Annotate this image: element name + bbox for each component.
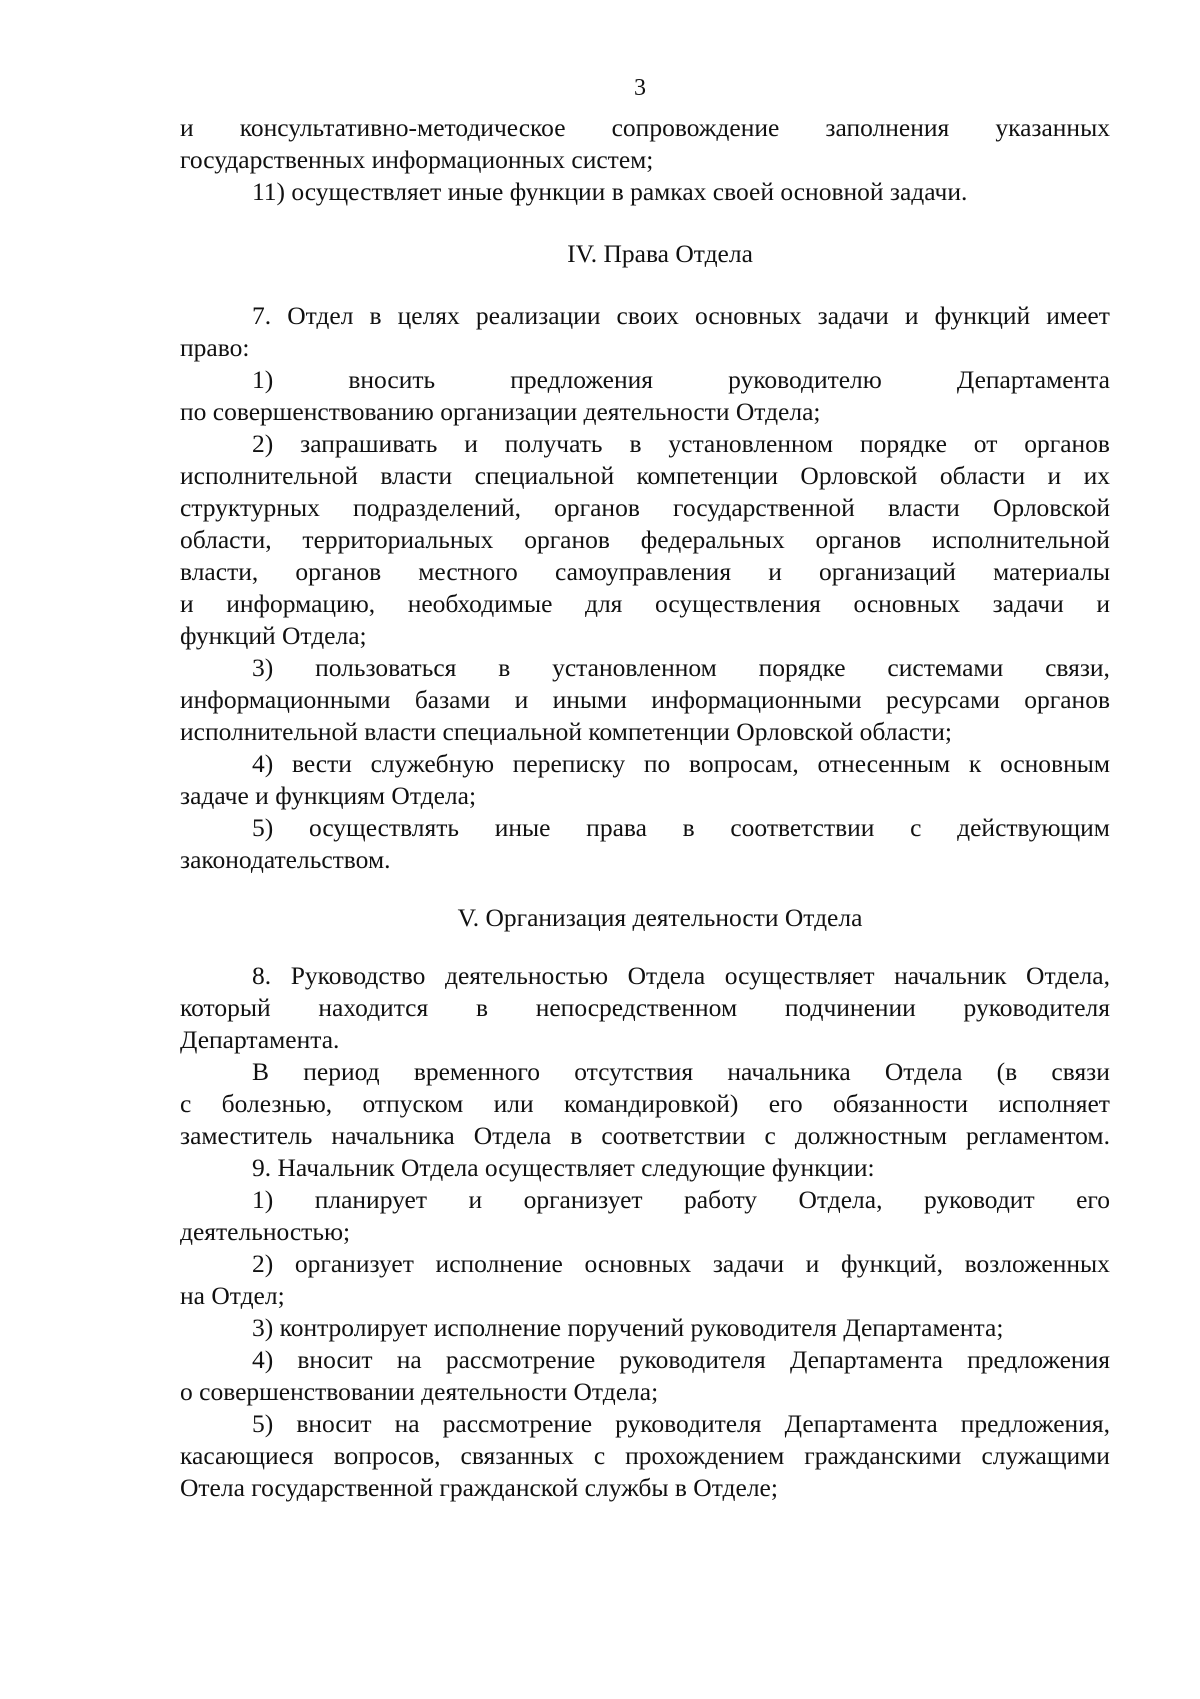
word: руководителю — [728, 365, 882, 394]
text-line: по совершенствованию организации деятельности Отдела; — [180, 397, 821, 426]
word: 1) — [252, 1185, 274, 1214]
word: с — [764, 1121, 776, 1150]
word: вопросов, — [333, 1441, 441, 1470]
text-line: исполнительной власти специальной компетенции Орловской области; — [180, 717, 952, 746]
word: власти — [887, 493, 960, 522]
word: переписку — [512, 749, 626, 778]
text-line — [180, 1184, 1110, 1216]
word: права — [586, 813, 647, 842]
word: и — [468, 1185, 483, 1214]
word: и — [1047, 461, 1062, 490]
word: задачи — [712, 1249, 784, 1278]
word: подчинении — [784, 993, 916, 1022]
word: своих — [616, 301, 679, 330]
text-line — [180, 1120, 1110, 1152]
word: или — [493, 1089, 534, 1118]
text-line — [180, 1344, 1110, 1376]
word: органов — [1024, 429, 1110, 458]
word: основных — [853, 589, 961, 618]
word: Орловской — [800, 461, 918, 490]
word: Отдел — [287, 301, 354, 330]
word: отнесенным — [817, 749, 951, 778]
text-line — [180, 1440, 1110, 1472]
word: осуществлять — [308, 813, 460, 842]
word: Отдела, — [1026, 961, 1110, 990]
word: государственной — [673, 493, 855, 522]
text-line: о совершенствовании деятельности Отдела; — [180, 1377, 659, 1406]
word: связи, — [1045, 653, 1110, 682]
word: Отдела — [627, 961, 706, 990]
word: указанных — [995, 113, 1110, 142]
word: служебную — [370, 749, 495, 778]
word: предложения — [510, 365, 654, 394]
word: и — [805, 1249, 820, 1278]
word: находится — [318, 993, 429, 1022]
word: 5) — [252, 1409, 274, 1438]
word: иные — [494, 813, 551, 842]
word: 2) — [252, 429, 274, 458]
word: власти — [380, 461, 453, 490]
word: органов — [524, 525, 610, 554]
word: с — [910, 813, 922, 842]
word: исполнительной — [932, 525, 1110, 554]
word: и — [464, 429, 478, 458]
word: командировкой) — [563, 1089, 739, 1118]
word: на — [394, 1409, 420, 1438]
word: ресурсами — [886, 685, 1000, 714]
text-line — [180, 556, 1110, 588]
word: порядке — [758, 653, 846, 682]
text-line: государственных информационных систем; — [180, 145, 654, 174]
word: 3) — [252, 653, 274, 682]
word: функций, — [840, 1249, 943, 1278]
word: рассмотрение — [445, 1345, 596, 1374]
word: реализации — [475, 301, 601, 330]
word: Департамента — [956, 365, 1110, 394]
word: его — [768, 1089, 803, 1118]
text-line — [180, 992, 1110, 1024]
word: вносит — [297, 1345, 373, 1374]
word: системами — [887, 653, 1004, 682]
text-line — [180, 364, 1110, 396]
word: исполнение — [435, 1249, 563, 1278]
word: отпуском — [362, 1089, 464, 1118]
word: соответствии — [730, 813, 875, 842]
word: 1) — [252, 365, 274, 394]
word: пользоваться — [315, 653, 457, 682]
text-line — [180, 492, 1110, 524]
word: материалы — [993, 557, 1110, 586]
word: начальника — [727, 1057, 851, 1086]
word: исполнительной — [180, 461, 358, 490]
text-line: деятельностью; — [180, 1217, 351, 1246]
word: запрашивать — [300, 429, 438, 458]
word: возложенных — [964, 1249, 1110, 1278]
document-body — [180, 112, 1110, 1504]
word: порядке — [859, 429, 947, 458]
word: временного — [413, 1057, 540, 1086]
word: основных — [694, 301, 802, 330]
word: действующим — [957, 813, 1110, 842]
word: связи — [1051, 1057, 1110, 1086]
word: и — [514, 685, 529, 714]
word: по — [643, 749, 671, 778]
text-line: 9. Начальник Отдела осуществляет следующие функции: — [252, 1153, 875, 1182]
word: заполнения — [825, 113, 950, 142]
text-line — [180, 748, 1110, 780]
word: начальника — [331, 1121, 455, 1150]
word: рассмотрение — [442, 1409, 593, 1438]
word: компетенции — [636, 461, 779, 490]
word: в — [498, 653, 511, 682]
section-heading: IV. Права Отдела — [567, 239, 753, 268]
word: и — [768, 557, 782, 586]
text-line: право: — [180, 333, 250, 362]
text-line — [180, 524, 1110, 556]
word: органов — [554, 493, 640, 522]
word: 4) — [252, 1345, 274, 1374]
text-line: на Отдел; — [180, 1281, 285, 1310]
word: в — [682, 813, 695, 842]
section-heading: V. Организация деятельности Отдела — [457, 903, 863, 932]
word: органов — [295, 557, 382, 586]
word: Департамента — [789, 1345, 943, 1374]
word: который — [180, 993, 271, 1022]
word: органов — [1024, 685, 1110, 714]
word: базами — [414, 685, 491, 714]
word: с — [180, 1089, 192, 1118]
word: получать — [504, 429, 603, 458]
word: организует — [294, 1249, 414, 1278]
word: служащими — [981, 1441, 1110, 1470]
word: 7. — [252, 301, 272, 330]
word: (в — [996, 1057, 1018, 1086]
word: основным — [999, 749, 1110, 778]
word: планирует — [314, 1185, 427, 1214]
word: прохождением — [625, 1441, 785, 1470]
word: иными — [552, 685, 627, 714]
word: вносить — [348, 365, 436, 394]
word: руководителя — [619, 1345, 766, 1374]
word: информацию, — [226, 589, 376, 618]
word: предложения, — [960, 1409, 1110, 1438]
word: задачи — [817, 301, 889, 330]
word: в — [629, 429, 642, 458]
word: руководителя — [615, 1409, 762, 1438]
word: заместитель — [180, 1121, 313, 1150]
word: основных — [584, 1249, 692, 1278]
word: Руководство — [290, 961, 426, 990]
word: установленном — [668, 429, 834, 458]
word: 5) — [252, 813, 274, 842]
word: должностным — [794, 1121, 947, 1150]
word: В — [252, 1057, 270, 1086]
text-line: задаче и функциям Отдела; — [180, 781, 477, 810]
word: в — [369, 301, 382, 330]
word: и — [180, 113, 194, 142]
text-line — [180, 1088, 1110, 1120]
word: специальной — [474, 461, 615, 490]
word: на — [396, 1345, 422, 1374]
word: связанных — [460, 1441, 574, 1470]
word: руководителя — [963, 993, 1110, 1022]
word: консультативно-методическое — [239, 113, 566, 142]
word: к — [968, 749, 982, 778]
word: информационными — [180, 685, 391, 714]
text-line: 11) осуществляет иные функции в рамках своей основной задачи. — [252, 177, 968, 206]
word: отсутствия — [574, 1057, 694, 1086]
word: Орловской — [992, 493, 1110, 522]
word: непосредственном — [535, 993, 738, 1022]
word: вести — [291, 749, 352, 778]
word: предложения — [967, 1345, 1110, 1374]
word: регламентом. — [965, 1121, 1110, 1150]
text-line — [180, 960, 1110, 992]
word: подразделений, — [353, 493, 521, 522]
word: функций — [934, 301, 1031, 330]
text-line: законодательством. — [180, 845, 391, 874]
word: области — [939, 461, 1026, 490]
text-line — [180, 1408, 1110, 1440]
word: и — [1096, 589, 1110, 618]
word: исполняет — [998, 1089, 1110, 1118]
word: территориальных — [302, 525, 494, 554]
text-line: функций Отдела; — [180, 621, 367, 650]
word: Отдела, — [798, 1185, 883, 1214]
word: их — [1083, 461, 1110, 490]
word: соответствии — [601, 1121, 746, 1150]
word: от — [973, 429, 998, 458]
text-line — [180, 1056, 1110, 1088]
text-line — [180, 300, 1110, 332]
word: Отдела — [473, 1121, 552, 1150]
word: для — [584, 589, 623, 618]
word: самоуправления — [554, 557, 732, 586]
word: гражданскими — [804, 1441, 962, 1470]
text-line: Департамента. — [180, 1025, 340, 1054]
text-line — [180, 112, 1110, 144]
word: необходимые — [407, 589, 553, 618]
word: и — [180, 589, 194, 618]
word: период — [303, 1057, 380, 1086]
word: 8. — [252, 961, 272, 990]
word: его — [1076, 1185, 1110, 1214]
text-line — [180, 588, 1110, 620]
text-line — [180, 684, 1110, 716]
word: имеет — [1046, 301, 1110, 330]
text-line: Отела государственной гражданской службы в Отделе; — [180, 1473, 778, 1502]
word: деятельностью — [445, 961, 609, 990]
word: местного — [418, 557, 518, 586]
word: руководит — [923, 1185, 1035, 1214]
text-line: 3) контролирует исполнение поручений руководителя Департамента; — [252, 1313, 1004, 1342]
word: Отдела — [884, 1057, 963, 1086]
word: начальник — [894, 961, 1007, 990]
word: области, — [180, 525, 272, 554]
text-line — [180, 460, 1110, 492]
text-line — [180, 1248, 1110, 1280]
word: федеральных — [640, 525, 785, 554]
word: и — [904, 301, 919, 330]
page-number: 3 — [634, 75, 646, 101]
word: сопровождение — [611, 113, 780, 142]
word: структурных — [180, 493, 320, 522]
word: болезнью, — [221, 1089, 333, 1118]
word: работу — [684, 1185, 758, 1214]
word: власти, — [180, 557, 259, 586]
text-line — [180, 428, 1110, 460]
word: касающиеся — [180, 1441, 314, 1470]
word: установленном — [552, 653, 717, 682]
word: информационными — [651, 685, 862, 714]
text-line — [180, 812, 1110, 844]
word: вносит — [296, 1409, 372, 1438]
word: органов — [815, 525, 902, 554]
text-line — [180, 652, 1110, 684]
word: Департамента — [784, 1409, 938, 1438]
word: с — [593, 1441, 606, 1470]
word: организует — [523, 1185, 643, 1214]
word: целях — [397, 301, 460, 330]
word: вопросам, — [688, 749, 799, 778]
word: обязанности — [832, 1089, 968, 1118]
word: 4) — [252, 749, 274, 778]
word: осуществления — [654, 589, 821, 618]
word: в — [475, 993, 488, 1022]
word: задачи — [992, 589, 1064, 618]
word: 2) — [252, 1249, 274, 1278]
word: осуществляет — [724, 961, 875, 990]
word: организаций — [819, 557, 956, 586]
word: в — [570, 1121, 583, 1150]
